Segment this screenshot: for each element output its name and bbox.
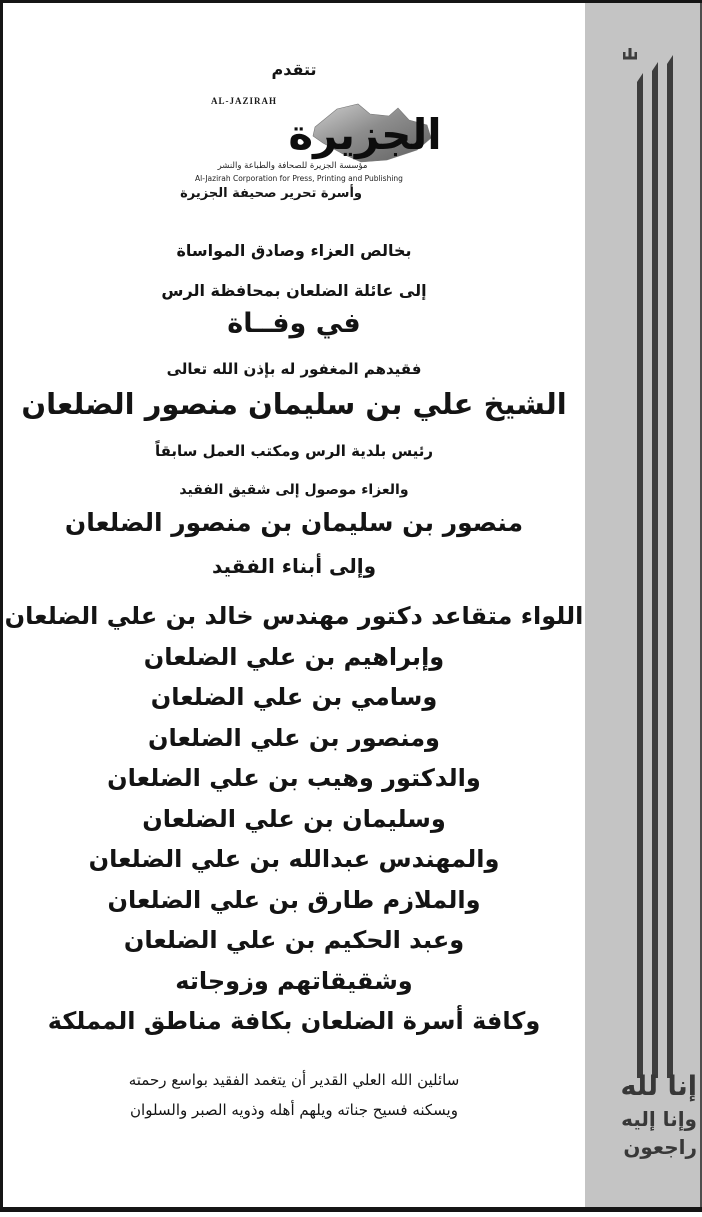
verse-inna-lillah: إنا لله: [620, 1071, 697, 1102]
verse-wa-inna-ilayhi: وإنا إليه: [621, 1107, 697, 1131]
son-name: والملازم طارق بن علي الضلعان: [107, 885, 481, 914]
deceased-intro-line: فقيدهم المغفور له بإذن الله تعالى: [166, 360, 422, 378]
verse-rajioon: راجعون: [623, 1135, 697, 1159]
sons-list: [0, 596, 588, 1042]
son-name: وسامي بن علي الضلعان: [150, 683, 438, 711]
son-name: وعبد الحكيم بن علي الضلعان: [123, 926, 465, 954]
logo-corporation-arabic: مؤسسة الجزيرة للصحافة والطباعة والنشر: [217, 161, 368, 171]
in-death-of-heading: في وفــاة: [227, 308, 361, 339]
deceased-name: الشيخ علي بن سليمان منصور الضلعان: [21, 387, 567, 421]
condolence-intro-line1: بخالص العزاء وصادق المواساة: [176, 241, 412, 260]
logo-latin-name: AL-JAZIRAH: [211, 96, 278, 106]
son-name: والمهندس عبدالله بن علي الضلعان: [88, 845, 500, 873]
svg-text:الجزيرة: الجزيرة: [288, 110, 442, 159]
brother-name: منصور بن سليمان بن منصور الضلعان: [64, 508, 524, 537]
presents-line: تتقدم: [271, 60, 317, 79]
condolence-intro-line2: إلى عائلة الضلعان بمحافظة الرس: [161, 281, 427, 300]
kufic-teeth-icon: [623, 48, 637, 60]
al-jazirah-calligraphy-icon: [237, 99, 499, 165]
son-name: وسليمان بن علي الضلعان: [142, 804, 446, 833]
logo-editorial-family-line: وأسرة تحرير صحيفة الجزيرة: [180, 186, 362, 201]
bottom-border: [0, 1207, 702, 1212]
son-name: اللواء متقاعد دكتور مهندس خالد بن علي الضلعان: [4, 602, 584, 630]
closing-prayer-line2: ويسكنه فسيح جناته ويلهم أهله وذويه الصبر والسلوان: [130, 1101, 458, 1119]
sisters-wives-line: وشقيقاتهم وزوجاته: [175, 966, 413, 995]
kufic-vertical-stroke: [667, 55, 673, 1078]
kufic-vertical-stroke: [637, 73, 643, 1078]
sons-intro-line: وإلى أبناء الفقيد: [211, 554, 377, 578]
son-name: والدكتور وهيب بن علي الضلعان: [107, 764, 481, 792]
closing-prayer-line1: سائلين الله العلي القدير أن يتغمد الفقيد بواسع رحمته: [128, 1071, 460, 1089]
al-jazirah-logo: [180, 95, 505, 210]
family-all-regions-line: وكافة أسرة الضلعان بكافة مناطق المملكة: [47, 1007, 541, 1035]
deceased-title-line: رئيس بلدية الرس ومكتب العمل سابقاً: [154, 442, 434, 460]
kufic-vertical-stroke: [652, 62, 658, 1078]
son-name: وإبراهيم بن علي الضلعان: [143, 642, 445, 671]
brother-intro-line: والعزاء موصول إلى شقيق الفقيد: [179, 482, 409, 498]
son-name: ومنصور بن علي الضلعان: [148, 723, 440, 752]
logo-corporation-english: Al-Jazirah Corporation for Press, Printing and Publishing: [195, 174, 403, 183]
memorial-side-strip: [585, 3, 702, 1207]
